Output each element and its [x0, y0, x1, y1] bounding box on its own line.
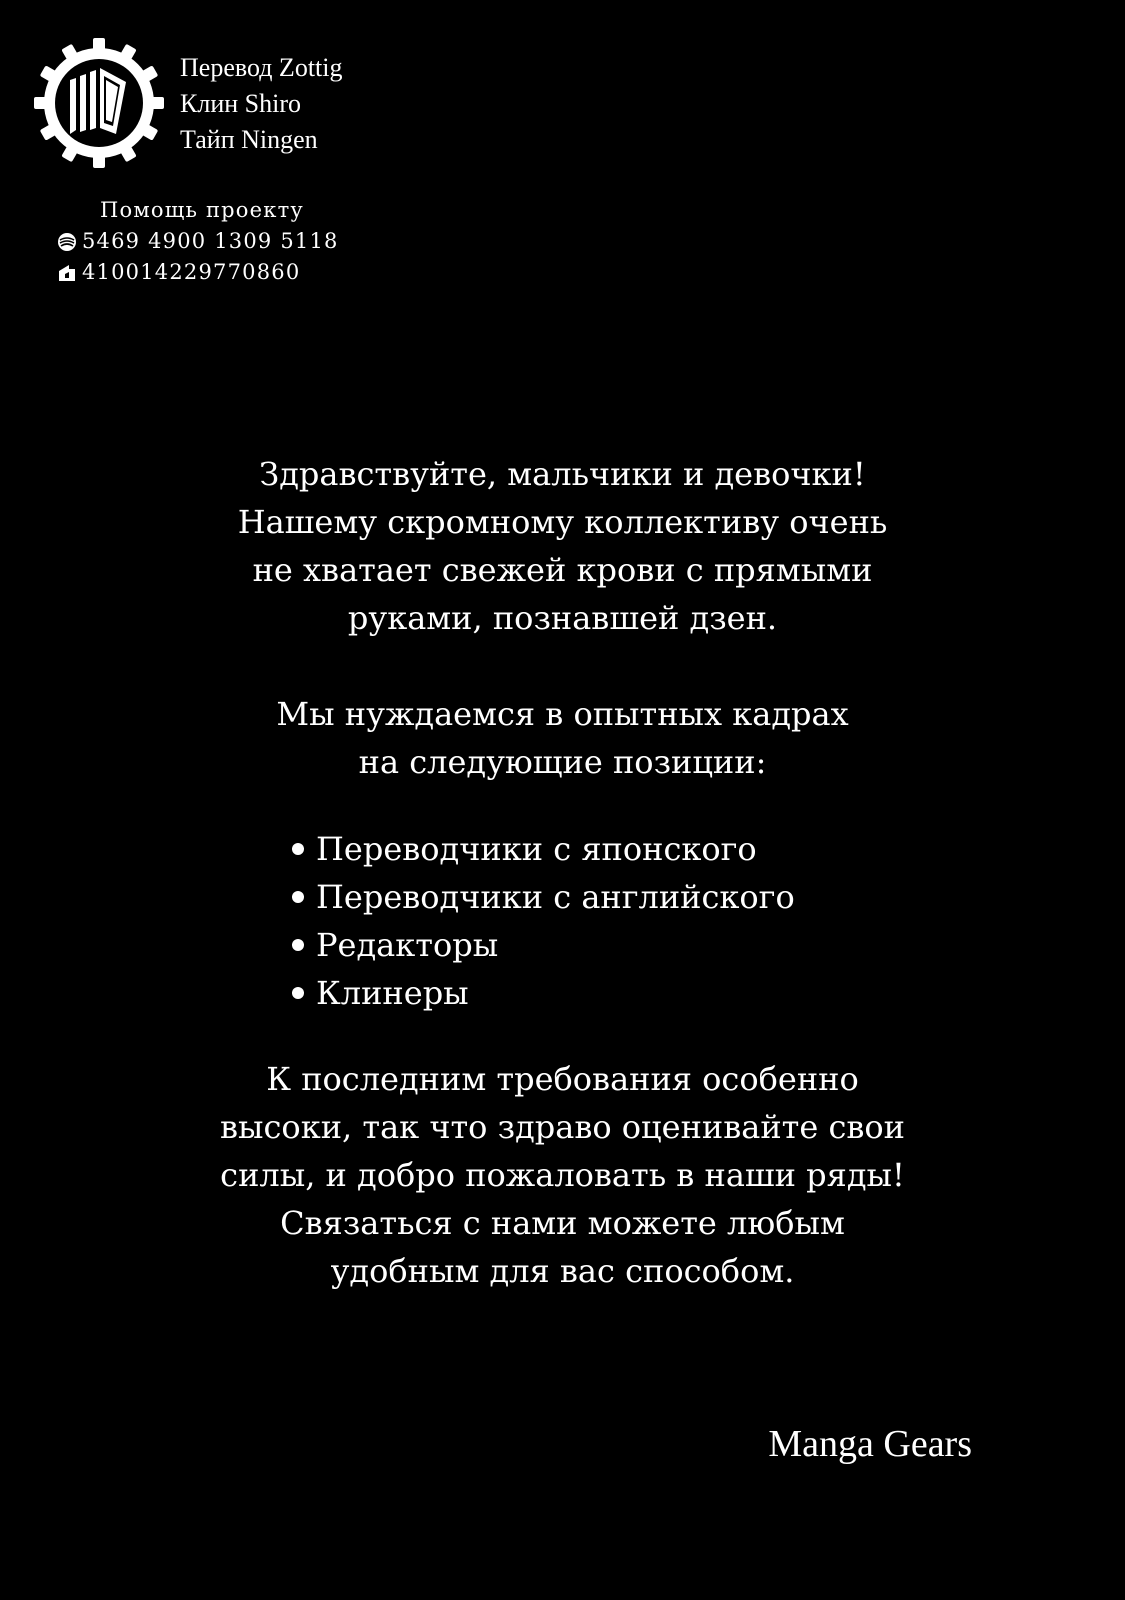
bullet-icon: [292, 939, 304, 951]
intro-line: не хватает свежей крови с прямыми: [252, 551, 873, 589]
intro-line: Здравствуйте, мальчики и девочки!: [259, 455, 866, 493]
list-item: [292, 825, 795, 873]
closing-line: Связаться с нами можете любым: [280, 1204, 845, 1242]
list-item: [292, 873, 795, 921]
bullet-icon: [292, 987, 304, 999]
credits-block: [180, 50, 343, 158]
manga-gears-logo-icon: [34, 38, 164, 168]
intro-paragraph: [0, 450, 1125, 642]
sberbank-icon: [56, 232, 78, 252]
closing-line: К последним требования особенно: [266, 1060, 859, 1098]
support-row-wallet: [56, 257, 339, 288]
credit-clean: Клин Shiro: [180, 89, 301, 118]
positions-list: [292, 825, 795, 1017]
wallet-number: 410014229770860: [82, 260, 301, 284]
credit-type: Тайп Ningen: [180, 125, 318, 154]
bullet-icon: [292, 843, 304, 855]
need-paragraph: [0, 690, 1125, 786]
position-label: Переводчики с японского: [316, 830, 757, 868]
position-label: Редакторы: [316, 926, 499, 964]
closing-paragraph: [0, 1055, 1125, 1295]
need-line: на следующие позиции:: [358, 743, 767, 781]
list-item: [292, 921, 795, 969]
credit-translation: Перевод Zottig: [180, 53, 343, 82]
card-number: 5469 4900 1309 5118: [82, 229, 339, 253]
closing-line: высоки, так что здраво оценивайте свои: [220, 1108, 905, 1146]
intro-line: руками, познавшей дзен.: [347, 599, 778, 637]
bullet-icon: [292, 891, 304, 903]
list-item: [292, 969, 795, 1017]
position-label: Переводчики с английского: [316, 878, 795, 916]
closing-line: удобным для вас способом.: [330, 1252, 795, 1290]
need-line: Мы нуждаемся в опытных кадрах: [276, 695, 849, 733]
closing-line: силы, и добро пожаловать в наши ряды!: [220, 1156, 905, 1194]
position-label: Клинеры: [316, 974, 469, 1012]
support-block: [56, 195, 339, 288]
intro-line: Нашему скромному коллективу очень: [237, 503, 888, 541]
signature: Manga Gears: [768, 1423, 972, 1465]
yandex-money-icon: [56, 263, 78, 283]
support-row-card: [56, 226, 339, 257]
support-title: Помощь проекту: [100, 198, 304, 222]
